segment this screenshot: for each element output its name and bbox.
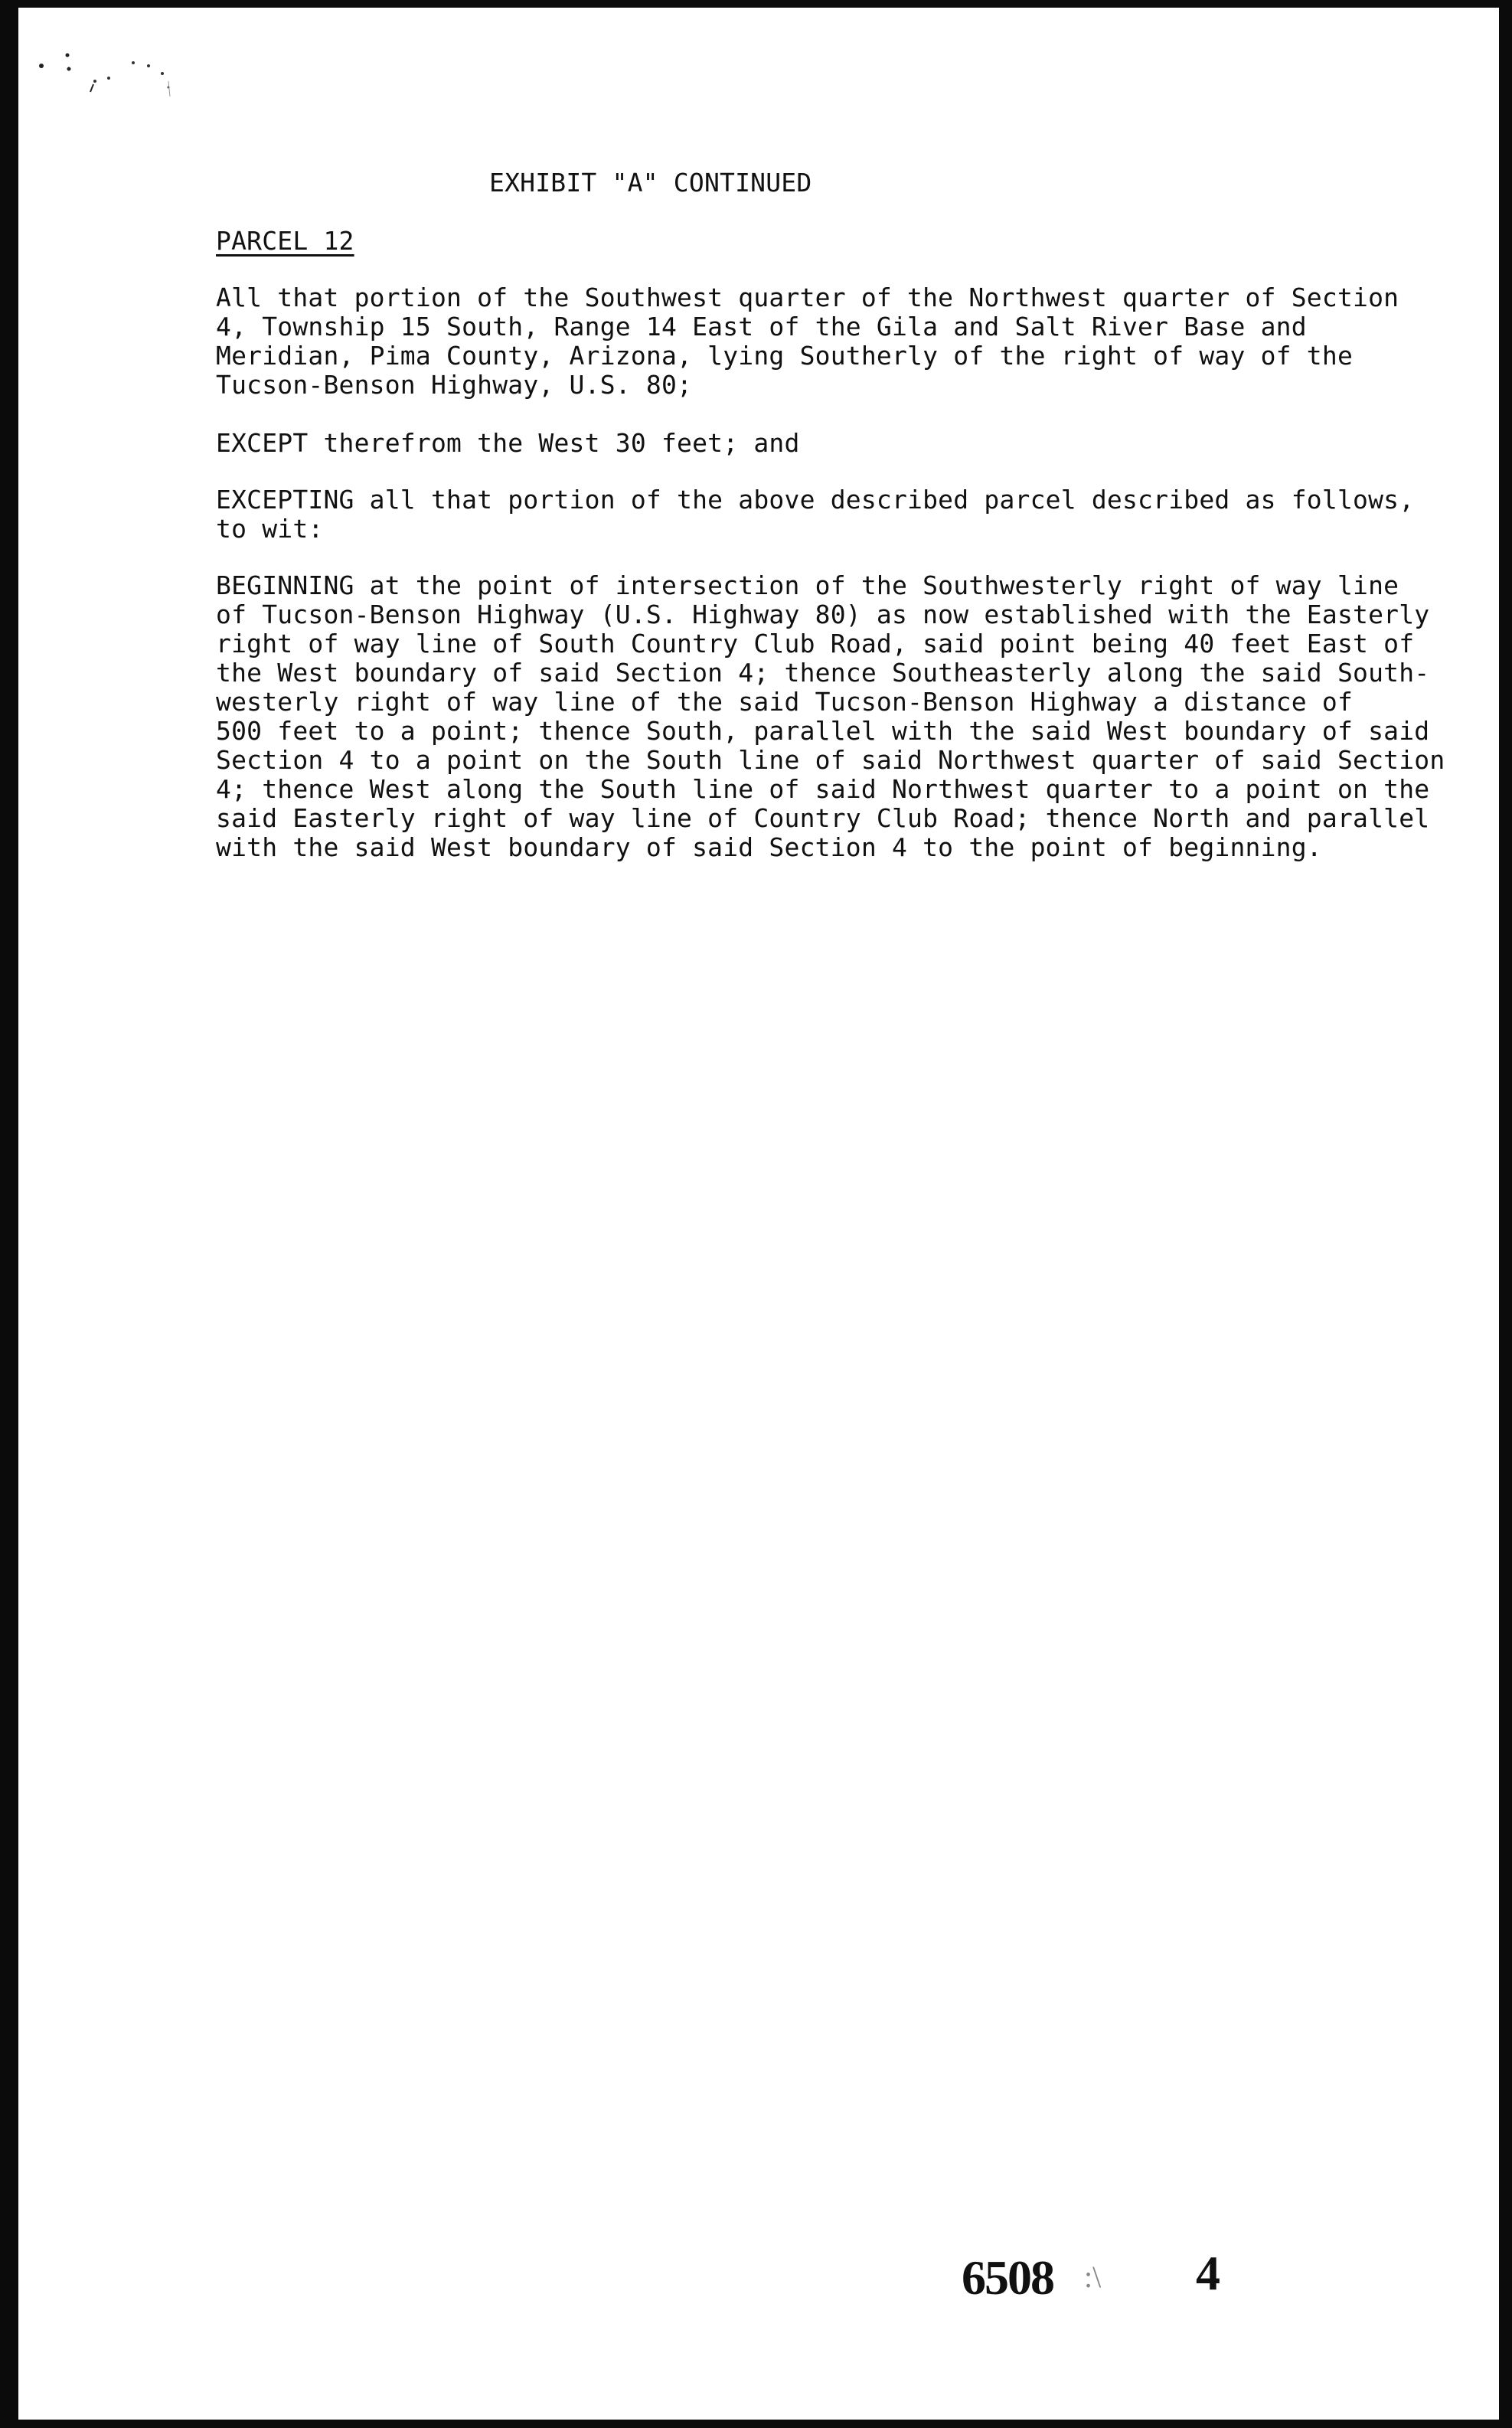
page-number: 4 [1196, 2246, 1220, 2300]
document-page [18, 8, 1499, 2420]
paragraph-excepting: EXCEPTING all that portion of the above described parcel described as follows, to wit: [216, 485, 1415, 544]
paragraph-beginning: BEGINNING at the point of intersection of the Southwesterly right of way line of Tucson-Benson Highway (U.S. Highway 80) as now established with the Easterly right of way line of South Country Club Road, said point being 40 feet East of the West boundary of said Section 4; thence Southeasterly along the said South- westerly right of way line of the said Tucson-Benson Highway a distance of 500 feet to a point; thence South, parallel with the said West boundary of said Section 4 to a point on the South line of said Northwest quarter of said Section 4; thence West along the South line of said Northwest quarter to a point on the said Easterly right of way line of Country Club Road; thence North and parallel with the said West boundary of said Section 4 to the point of beginning. [216, 570, 1445, 862]
paragraph-parcel-description: All that portion of the Southwest quarter of the Northwest quarter of Section 4, Township 15 South, Range 14 East of the Gila and Salt River Base and Meridian, Pima County, Arizona, lying Southerly of the right of way of the Tucson-Benson Highway, U.S. 80; [216, 283, 1399, 400]
document-number-tail: :\ [1084, 2260, 1102, 2294]
parcel-label: PARCEL 12 [216, 226, 354, 256]
exhibit-heading: EXHIBIT "A" CONTINUED [489, 168, 812, 198]
document-number: 6508 [962, 2250, 1053, 2305]
paragraph-except: EXCEPT therefrom the West 30 feet; and [216, 428, 800, 458]
scan-specks [18, 8, 217, 161]
